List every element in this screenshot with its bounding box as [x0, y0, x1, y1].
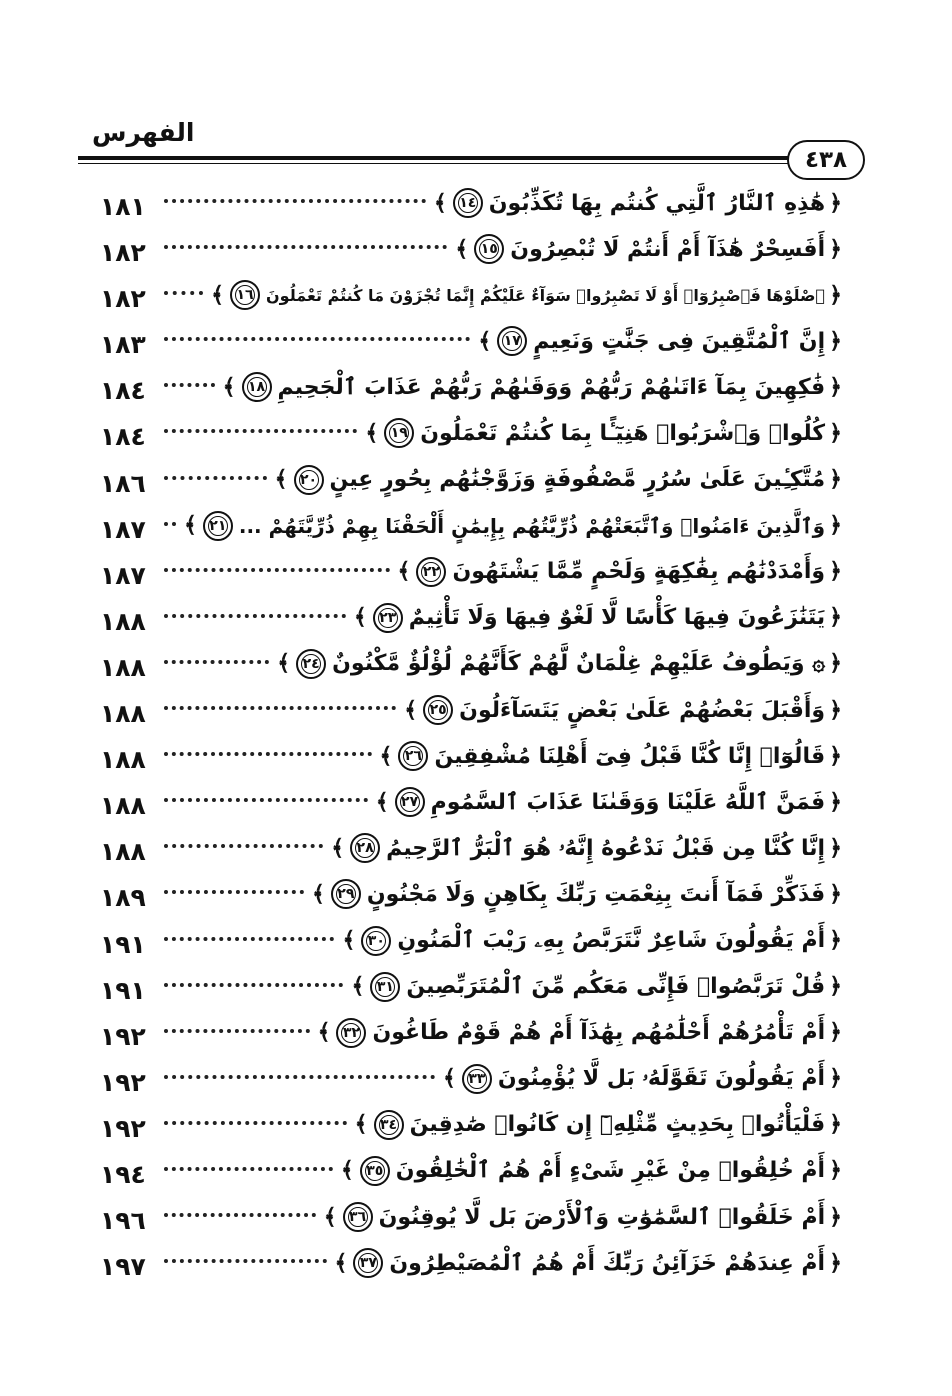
ornate-bracket-open-icon: ﴿	[829, 1112, 842, 1138]
verse-text-group	[355, 1110, 842, 1140]
verse-text-group	[478, 326, 842, 356]
ornate-bracket-open-icon: ﴿	[829, 1250, 842, 1276]
verse-text: وَأَقْبَلَ بَعْضُهُمْ عَلَىٰ بَعْضٍ يَتَسَآءَلُونَ	[459, 697, 826, 723]
leader-dots	[164, 1075, 435, 1079]
ayah-number-marker: ٣٢	[336, 1018, 366, 1048]
index-entry	[100, 368, 842, 414]
ornate-bracket-close-icon: ﴾	[433, 190, 447, 216]
index-entry	[100, 968, 842, 1014]
entry-page-number: ١٨٨	[100, 699, 146, 729]
entry-page-number: ١٨٧	[100, 514, 146, 544]
verse-text-group	[434, 188, 842, 218]
ayah-number-marker: ١٩	[384, 418, 414, 448]
ayah-number-marker: ٣٣	[462, 1064, 492, 1094]
verse-text-group	[331, 833, 842, 863]
entry-page-number: ١٩٢	[100, 1021, 146, 1051]
entry-page-number: ١٨٨	[100, 745, 146, 775]
entry-page-number: ١٨٤	[100, 376, 146, 406]
leader-dots	[164, 199, 426, 203]
verse-text-group	[380, 741, 842, 771]
ornate-bracket-open-icon: ﴿	[829, 1020, 842, 1046]
ornate-bracket-close-icon: ﴾	[211, 282, 225, 308]
page-header	[78, 112, 865, 186]
verse-text: إِنَّا كُنَّا مِن قَبْلُ نَدْعُوهُ إِنَّهُۥ هُوَ ٱلْبَرُّ ٱلرَّحِيمُ	[386, 835, 826, 861]
verse-text: أَمْ خُلِقُوا۟ مِنْ غَيْرِ شَىْءٍ أَمْ هُمُ ٱلْخَٰلِقُونَ	[395, 1158, 826, 1184]
index-entry	[100, 737, 842, 783]
ayah-number-marker: ٣٦	[343, 1202, 373, 1232]
ornate-bracket-open-icon: ﴿	[829, 559, 842, 585]
ayah-number-marker: ٢٩	[331, 879, 361, 909]
index-entry	[100, 691, 842, 737]
ornate-bracket-open-icon: ﴿	[829, 835, 842, 861]
index-entry	[100, 1106, 842, 1152]
ornate-bracket-close-icon: ﴾	[342, 928, 356, 953]
ornate-bracket-open-icon: ﴿	[829, 789, 842, 815]
verse-text-group	[455, 234, 842, 264]
verse-text: مُتَّكِـِٔينَ عَلَىٰ سُرُرٍ مَّصْفُوفَةٍ وَزَوَّجْنَٰهُم بِحُورٍ عِينٍ	[329, 467, 826, 493]
ornate-bracket-close-icon: ﴾	[478, 328, 492, 354]
verse-text-group	[324, 1202, 842, 1232]
entry-page-number: ١٩٢	[100, 1113, 146, 1143]
entry-page-number: ١٨٨	[100, 606, 146, 636]
ayah-number-marker: ٣٤	[374, 1110, 404, 1140]
index-entry	[100, 230, 842, 276]
verse-text-group	[223, 372, 842, 402]
entry-page-number: ١٨٨	[100, 791, 146, 821]
ayah-number-marker: ٣٠	[361, 926, 391, 956]
verse-text: أَمْ تَأْمُرُهُمْ أَحْلَٰمُهُم بِهَٰذَآ أَمْ هُمْ قَوْمٌ طَاغُونَ	[372, 1020, 826, 1046]
leader-dots	[164, 660, 269, 664]
ayah-number-marker: ٢٤	[296, 649, 326, 679]
verse-text-group	[335, 1248, 842, 1278]
ayah-number-marker: ٢٧	[395, 787, 425, 817]
ornate-bracket-close-icon: ﴾	[404, 697, 418, 723]
verse-text: إِنَّ ٱلْمُتَّقِينَ فِى جَنَّٰتٍ وَنَعِيمٍ	[533, 328, 826, 354]
ornate-bracket-open-icon: ﴿	[829, 928, 842, 953]
ayah-number-marker: ٢٦	[398, 741, 428, 771]
ornate-bracket-open-icon: ﴿	[829, 697, 842, 723]
verse-text: أَمْ عِندَهُمْ خَزَآئِنُ رَبِّكَ أَمْ هُمُ ٱلْمُصَيْطِرُونَ	[389, 1250, 826, 1276]
ayah-number-marker: ٢٨	[350, 833, 380, 863]
ornate-bracket-close-icon: ﴾	[277, 651, 291, 677]
ornate-bracket-close-icon: ﴾	[443, 1066, 456, 1092]
ornate-bracket-open-icon: ﴿	[829, 605, 842, 631]
ornate-bracket-open-icon: ﴿	[829, 328, 842, 354]
verse-text-group	[184, 511, 842, 541]
index-entry	[100, 829, 842, 875]
ornate-bracket-close-icon: ﴾	[365, 420, 379, 446]
verse-text: ۞ وَيَطُوفُ عَلَيْهِمْ غِلْمَانٌ لَّهُمْ كَأَنَّهُمْ لُؤْلُؤٌ مَّكْنُونٌ	[332, 651, 826, 677]
leader-dots	[164, 1029, 310, 1033]
leader-dots	[164, 245, 447, 249]
index-entry	[100, 1060, 842, 1106]
page-title: الفهرس	[92, 118, 195, 147]
ornate-bracket-close-icon: ﴾	[334, 1250, 348, 1276]
verse-text-group	[211, 280, 842, 310]
leader-dots	[164, 568, 390, 572]
ornate-bracket-open-icon: ﴿	[829, 282, 842, 308]
ayah-number-marker: ١٥	[474, 234, 504, 264]
ornate-bracket-open-icon: ﴿	[829, 881, 842, 907]
ayah-number-marker: ٢١	[203, 511, 233, 541]
entry-page-number: ١٨٢	[100, 284, 146, 314]
leader-dots	[164, 1167, 333, 1171]
leader-dots	[164, 614, 346, 618]
ornate-bracket-close-icon: ﴾	[340, 1158, 354, 1184]
leader-dots	[164, 522, 176, 526]
verse-text: هَٰذِهِ ٱلنَّارُ ٱلَّتِي كُنتُم بِهَا تُكَذِّبُونَ	[488, 190, 826, 216]
verse-text-group	[398, 557, 842, 587]
entry-page-number: ١٨٣	[100, 330, 146, 360]
verse-text: ٱصْلَوْهَا فَٱصْبِرُوٓا۟ أَوْ لَا تَصْبِرُوا۟ سَوَآءٌ عَلَيْكُمْ إِنَّمَا تُجْزَوْنَ مَا كُنتُمْ تَعْمَلُونَ	[266, 285, 826, 305]
verse-text: فَذَكِّرْ فَمَآ أَنتَ بِنِعْمَتِ رَبِّكَ بِكَاهِنٍ وَلَا مَجْنُونٍ	[366, 881, 826, 907]
index-entry	[100, 1014, 842, 1060]
leader-dots	[164, 429, 357, 433]
verse-text: أَمْ خَلَقُوا۟ ٱلسَّمَٰوَٰتِ وَٱلْأَرْضَ بَل لَّا يُوقِنُونَ	[378, 1204, 826, 1230]
ornate-bracket-open-icon: ﴿	[829, 1204, 842, 1230]
ayah-number-marker: ٢٠	[294, 465, 324, 495]
leader-dots	[164, 291, 203, 295]
ornate-bracket-open-icon: ﴿	[829, 974, 842, 1000]
ornate-bracket-open-icon: ﴿	[829, 374, 842, 400]
leader-dots	[164, 844, 323, 848]
ornate-bracket-close-icon: ﴾	[397, 559, 411, 585]
index-list	[100, 184, 842, 1290]
leader-dots	[164, 752, 372, 756]
ayah-number-marker: ٣٧	[353, 1248, 383, 1278]
verse-text: أَفَسِحْرٌ هَٰذَآ أَمْ أَنتُمْ لَا تُبْصِرُونَ	[510, 236, 826, 262]
index-entry	[100, 599, 842, 645]
verse-text: يَتَنَٰزَعُونَ فِيهَا كَأْسًا لَّا لَغْوٌ فِيهَا وَلَا تَأْثِيمٌ	[408, 605, 826, 631]
ornate-bracket-close-icon: ﴾	[222, 374, 236, 400]
ayah-number-marker: ٢٢	[416, 557, 446, 587]
leader-dots	[164, 1259, 327, 1263]
entry-page-number: ١٩١	[100, 975, 146, 1005]
entry-page-number: ١٩٦	[100, 1206, 146, 1236]
index-entry	[100, 922, 842, 968]
ornate-bracket-open-icon: ﴿	[829, 1158, 842, 1184]
verse-text: قَالُوٓا۟ إِنَّا كُنَّا قَبْلُ فِىٓ أَهْلِنَا مُشْفِقِينَ	[434, 743, 826, 769]
index-entry	[100, 276, 842, 322]
verse-text-group	[404, 695, 842, 725]
entry-page-number: ١٨٨	[100, 837, 146, 867]
verse-text-group	[365, 418, 842, 448]
leader-dots	[164, 337, 470, 341]
ayah-number-marker: ٢٣	[373, 603, 403, 633]
verse-text-group	[351, 972, 842, 1002]
verse-text: وَأَمْدَدْنَٰهُم بِفَٰكِهَةٍ وَلَحْمٍ مِّمَّا يَشْتَهُونَ	[452, 559, 826, 585]
ornate-bracket-close-icon: ﴾	[379, 743, 393, 769]
entry-page-number: ١٩٤	[100, 1159, 146, 1189]
index-entry	[100, 414, 842, 460]
entry-page-number: ١٨٦	[100, 468, 146, 498]
header-rule	[78, 156, 795, 160]
ayah-number-marker: ١٧	[497, 326, 527, 356]
leader-dots	[164, 798, 368, 802]
leader-dots	[164, 890, 304, 894]
ornate-bracket-close-icon: ﴾	[311, 881, 325, 907]
index-entry	[100, 875, 842, 921]
ornate-bracket-close-icon: ﴾	[274, 467, 288, 493]
verse-text: أَمْ يَقُولُونَ شَاعِرٌ نَّتَرَبَّصُ بِهِۦ رَيْبَ ٱلْمَنُونِ	[397, 928, 826, 953]
ornate-bracket-close-icon: ﴾	[375, 789, 389, 815]
ornate-bracket-close-icon: ﴾	[331, 835, 345, 861]
index-entry	[100, 645, 842, 691]
index-entry	[100, 184, 842, 230]
verse-text: فَلْيَأْتُوا۟ بِحَدِيثٍ مِّثْلِهِۦٓ إِن كَانُوا۟ صَٰدِقِينَ	[409, 1112, 826, 1138]
index-entry	[100, 1198, 842, 1244]
leader-dots	[164, 383, 215, 387]
index-entry	[100, 1152, 842, 1198]
verse-text: كُلُوا۟ وَٱشْرَبُوا۟ هَنِيٓـًٔا بِمَا كُنتُمْ تَعْمَلُونَ	[420, 420, 826, 446]
leader-dots	[164, 1213, 316, 1217]
verse-text-group	[376, 787, 842, 817]
ayah-number-marker: ١٤	[453, 188, 483, 218]
verse-text: وَٱلَّذِينَ ءَامَنُوا۟ وَٱتَّبَعَتْهُمْ ذُرِّيَّتُهُم بِإِيمَٰنٍ أَلْحَقْنَا بِهِمْ ذُرِّيَّتَهُمْ ...	[238, 513, 826, 538]
leader-dots	[164, 983, 343, 987]
header-rule-thin	[78, 163, 795, 164]
entry-page-number: ١٨٧	[100, 560, 146, 590]
ayah-number-marker: ١٦	[230, 280, 260, 310]
ornate-bracket-close-icon: ﴾	[183, 513, 197, 539]
index-entry	[100, 461, 842, 507]
verse-text-group	[277, 649, 842, 679]
verse-text-group	[341, 1156, 842, 1186]
ornate-bracket-open-icon: ﴿	[829, 236, 842, 262]
ornate-bracket-open-icon: ﴿	[829, 651, 842, 677]
ornate-bracket-open-icon: ﴿	[829, 467, 842, 493]
entry-page-number: ١٨٩	[100, 883, 146, 913]
verse-text-group	[275, 465, 842, 495]
index-entry	[100, 783, 842, 829]
verse-text: قُلْ تَرَبَّصُوا۟ فَإِنِّى مَعَكُم مِّنَ ٱلْمُتَرَبِّصِينَ	[406, 974, 826, 1000]
verse-text-group	[312, 879, 842, 909]
verse-text: أَمْ يَقُولُونَ تَقَوَّلَهُۥ بَل لَّا يُؤْمِنُونَ	[497, 1066, 826, 1092]
ornate-bracket-open-icon: ﴿	[829, 1066, 842, 1092]
entry-page-number: ١٨٨	[100, 652, 146, 682]
ornate-bracket-open-icon: ﴿	[829, 420, 842, 446]
verse-text-group	[318, 1018, 842, 1048]
verse-text: فَٰكِهِينَ بِمَآ ءَاتَىٰهُمْ رَبُّهُمْ وَوَقَىٰهُمْ رَبُّهُمْ عَذَابَ ٱلْجَحِيمِ	[277, 374, 826, 400]
page-number-badge: ٤٣٨	[787, 140, 865, 180]
ornate-bracket-close-icon: ﴾	[455, 236, 469, 262]
ayah-number-marker: ١٨	[242, 372, 272, 402]
verse-text-group	[354, 603, 842, 633]
ayah-number-marker: ٣٥	[360, 1156, 390, 1186]
entry-page-number: ١٨١	[100, 192, 146, 221]
entry-page-number: ١٩١	[100, 929, 146, 959]
ornate-bracket-open-icon: ﴿	[829, 190, 842, 216]
entry-page-number: ١٩٢	[100, 1067, 146, 1097]
index-entry	[100, 1244, 842, 1290]
ornate-bracket-close-icon: ﴾	[351, 974, 365, 1000]
ayah-number-marker: ٣١	[370, 972, 400, 1002]
entry-page-number: ١٨٢	[100, 238, 146, 268]
verse-text: فَمَنَّ ٱللَّهُ عَلَيْنَا وَوَقَىٰنَا عَذَابَ ٱلسَّمُومِ	[430, 789, 826, 815]
index-entry	[100, 553, 842, 599]
ornate-bracket-open-icon: ﴿	[829, 513, 842, 539]
leader-dots	[164, 476, 267, 480]
ornate-bracket-open-icon: ﴿	[829, 743, 842, 769]
index-entry	[100, 507, 842, 553]
leader-dots	[164, 706, 396, 710]
ornate-bracket-close-icon: ﴾	[353, 605, 367, 631]
index-entry	[100, 322, 842, 368]
ornate-bracket-close-icon: ﴾	[323, 1204, 337, 1230]
ayah-number-marker: ٢٥	[423, 695, 453, 725]
ornate-bracket-close-icon: ﴾	[354, 1112, 368, 1138]
leader-dots	[164, 1121, 347, 1125]
verse-text-group	[443, 1064, 842, 1094]
entry-page-number: ١٩٧	[100, 1252, 146, 1282]
entry-page-number: ١٨٤	[100, 422, 146, 452]
verse-text-group	[342, 926, 842, 956]
leader-dots	[164, 937, 334, 941]
ornate-bracket-close-icon: ﴾	[317, 1020, 331, 1046]
